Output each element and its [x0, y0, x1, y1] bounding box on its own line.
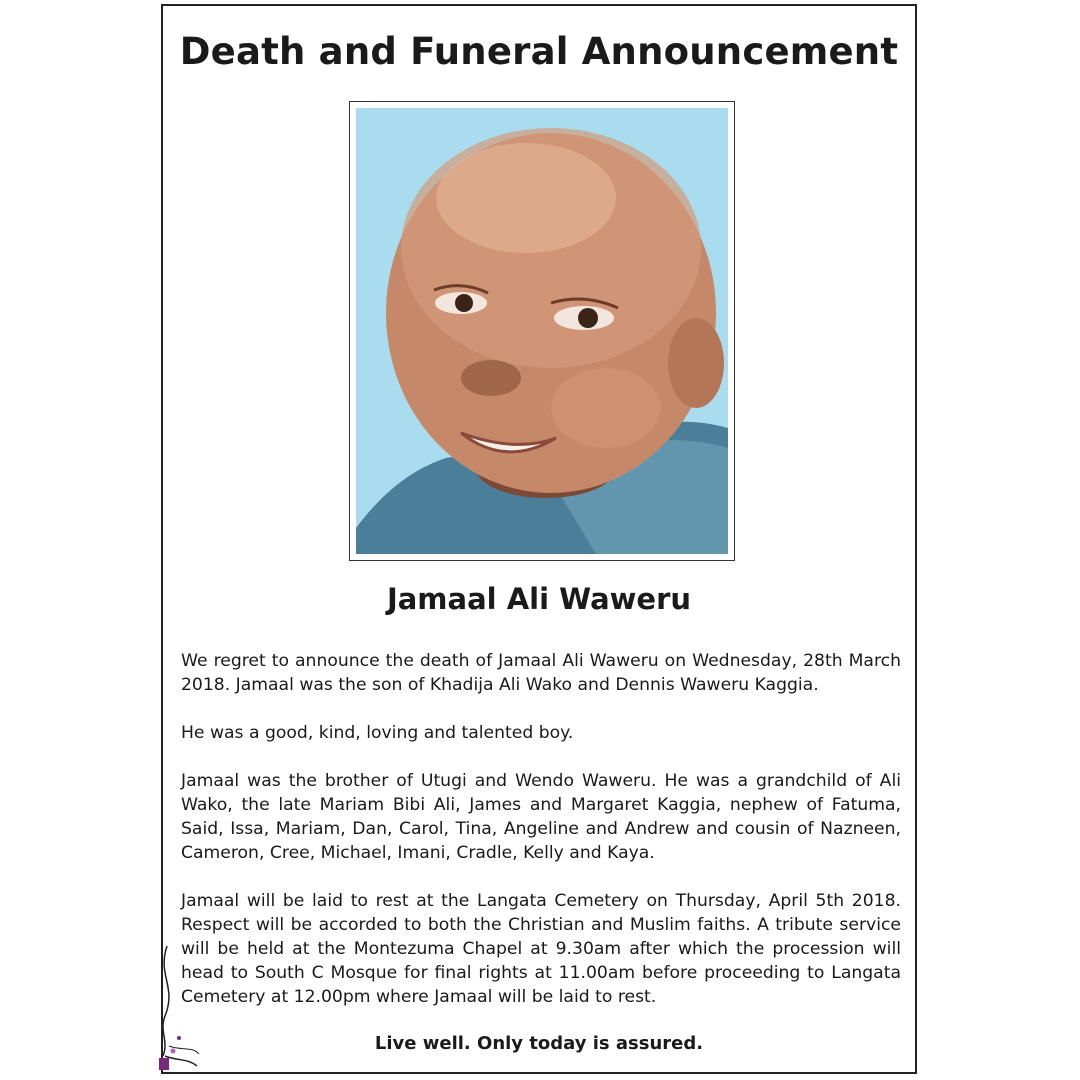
portrait-frame [349, 101, 735, 561]
closing-line: Live well. Only today is assured. [374, 1033, 704, 1054]
paragraph-tribute: He was a good, kind, loving and talented boy. [181, 723, 574, 743]
deceased-name: Jamaal Ali Waweru [386, 582, 692, 616]
paragraph-funeral-arrangements: Jamaal will be laid to rest at the Langata Cemetery on Thursday, April 5th 2018. Respect will be accorded to both the Christian and Muslim faiths. A tribute service will be held at the Montezuma Chapel at 9.30am after which the procession will head to South C Mosque for final rights at 11.00am before proceeding to Langata Cemetery at 12.00pm where Jamaal will be laid to rest. [181, 891, 901, 1007]
page-title: Death and Funeral Announcement [179, 30, 899, 73]
paragraph-family: Jamaal was the brother of Utugi and Wendo Waweru. He was a grandchild of Ali Wako, the late Mariam Bibi Ali, James and Margaret Kaggia, nephew of Fatuma, Said, Issa, Mariam, Dan, Carol, Tina, Angeline and Andrew and cousin of Nazneen, Cameron, Cree, Michael, Imani, Cradle, Kelly and Kaya. [181, 771, 901, 863]
portrait-photo [356, 108, 728, 554]
announcement-card [161, 4, 917, 1074]
paragraph-death-notice: We regret to announce the death of Jamaal Ali Waweru on Wednesday, 28th March 2018. Jamaal was the son of Khadija Ali Wako and Dennis Waweru Kaggia. [181, 651, 901, 695]
decorative-flourish-icon [157, 946, 217, 1076]
